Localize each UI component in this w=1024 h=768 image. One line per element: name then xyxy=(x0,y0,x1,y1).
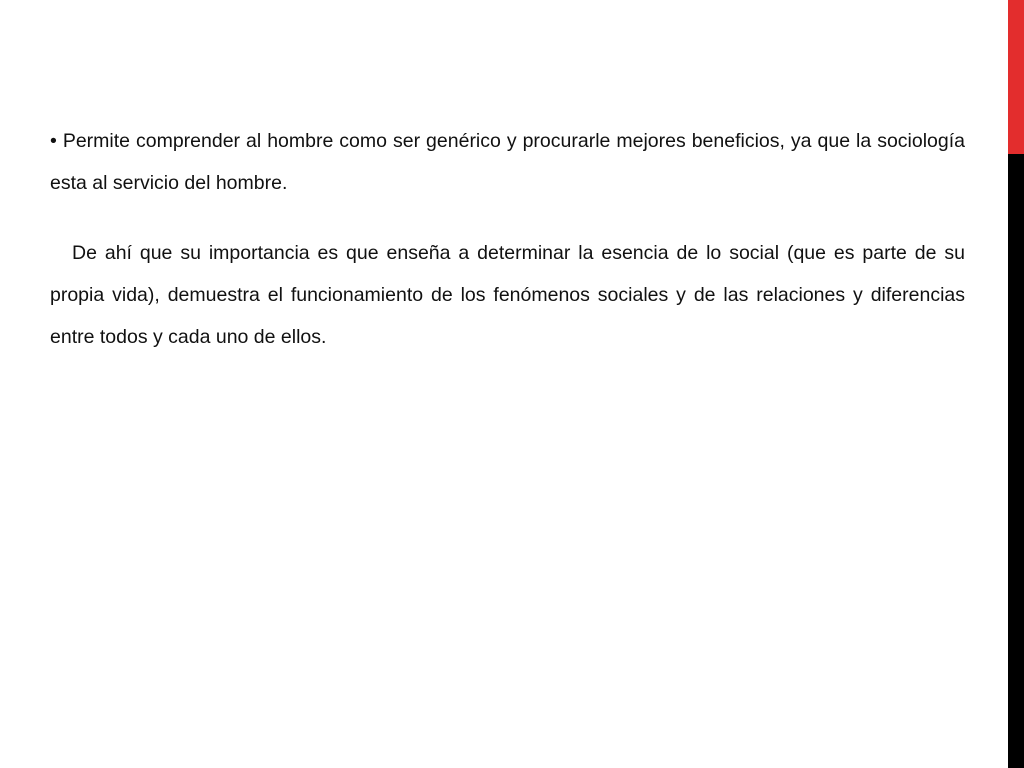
accent-bar-black xyxy=(1008,154,1024,768)
paragraph-2 xyxy=(50,232,965,358)
accent-bar-red xyxy=(1008,0,1024,154)
bullet-icon: • xyxy=(50,130,57,152)
slide-body xyxy=(50,120,965,358)
paragraph-2-text: De ahí que su importancia es que enseña a determinar la esencia de lo social (que es parte de su propia vida), demuestra el funcionamiento de los fenómenos sociales y de las relaciones y diferencias entre todos y cada uno de ellos. xyxy=(50,242,965,348)
paragraph-1 xyxy=(50,120,965,204)
paragraph-1-text: Permite comprender al hombre como ser genérico y procurarle mejores beneficios, ya que la sociología esta al servicio del hombre. xyxy=(50,130,966,194)
